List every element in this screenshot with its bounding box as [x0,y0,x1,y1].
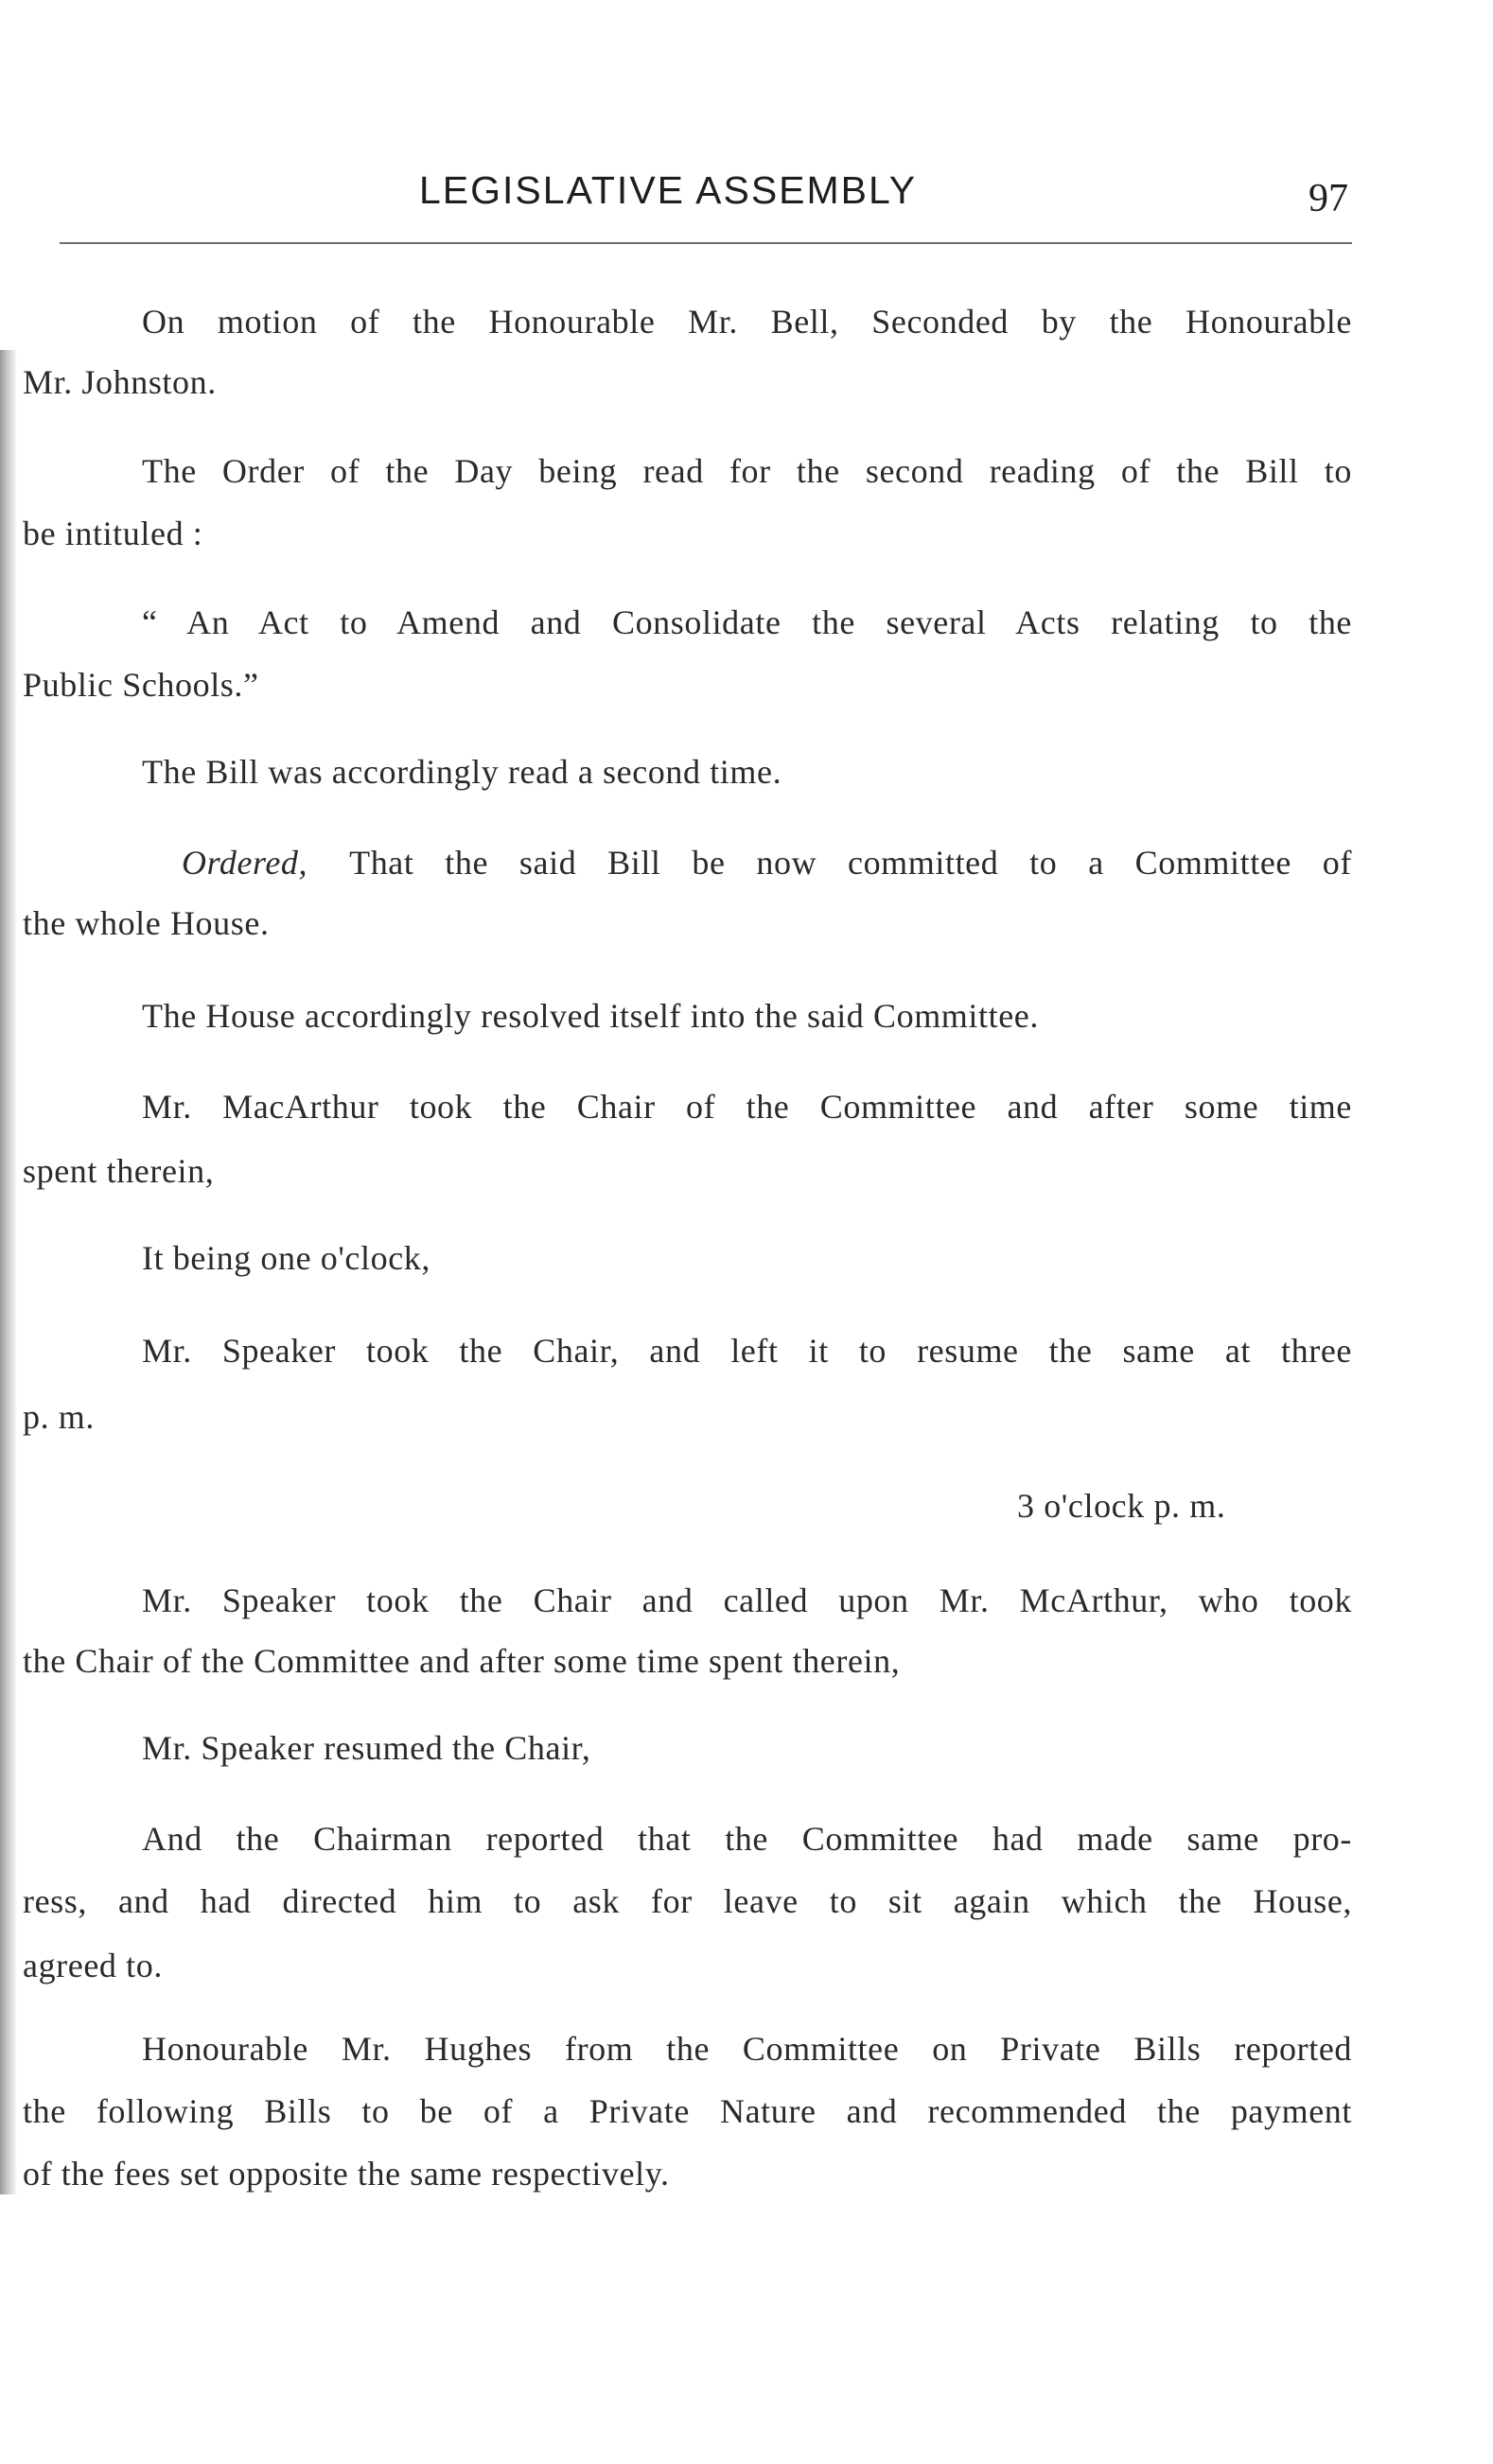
paragraph-line: That the said Bill be now committed to a Committee of [349,844,1352,882]
paragraph-line: be intituled : [23,515,203,552]
paragraph-line: The House accordingly resolved itself into the said Committee. [142,997,1039,1035]
paragraph-line: Mr. Speaker resumed the Chair, [142,1729,591,1767]
paragraph-line: p. m. [23,1398,96,1436]
paragraph-line: Mr. Speaker took the Chair and called upon Mr. McArthur, who took [142,1582,1352,1619]
paragraph-line: Mr. MacArthur took the Chair of the Committee and after some time [142,1088,1352,1126]
paragraph-line: Mr. Johnston. [23,363,217,401]
paragraph-line: The Bill was accordingly read a second time. [142,753,782,791]
paragraph-line: agreed to. [23,1947,163,1984]
paragraph-line: spent therein, [23,1152,215,1190]
paragraph-line: It being one o'clock, [142,1239,430,1277]
paragraph-line: ress, and had directed him to ask for leave to sit again which the House, [23,1882,1352,1920]
paragraph-line: And the Chairman reported that the Committee had made same pro- [142,1820,1352,1858]
paragraph-line: the following Bills to be of a Private Nature and recommended the payment [23,2092,1352,2130]
binding-shadow [0,350,17,2194]
ordered-line [182,842,1352,883]
paragraph-line: On motion of the Honourable Mr. Bell, Seconded by the Honourable [142,303,1352,341]
paragraph-line: Honourable Mr. Hughes from the Committee on Private Bills reported [142,2030,1352,2068]
paragraph-line: Public Schools.” [23,666,259,704]
paragraph-line: Mr. Speaker took the Chair, and left it to resume the same at three [142,1332,1352,1370]
page-number: 97 [1309,177,1348,220]
paragraph-line: “ An Act to Amend and Consolidate the several Acts relating to the [142,603,1352,641]
running-head: LEGISLATIVE ASSEMBLY [419,168,918,212]
ordered-lead: Ordered, [182,844,308,882]
time-marker: 3 o'clock p. m. [1017,1487,1226,1525]
paragraph-line: of the fees set opposite the same respectively. [23,2155,670,2193]
paragraph-line: the whole House. [23,904,270,942]
header-rule [60,242,1352,244]
paragraph-line: the Chair of the Committee and after some time spent therein, [23,1642,901,1680]
paragraph-line: The Order of the Day being read for the second reading of the Bill to [142,452,1352,490]
